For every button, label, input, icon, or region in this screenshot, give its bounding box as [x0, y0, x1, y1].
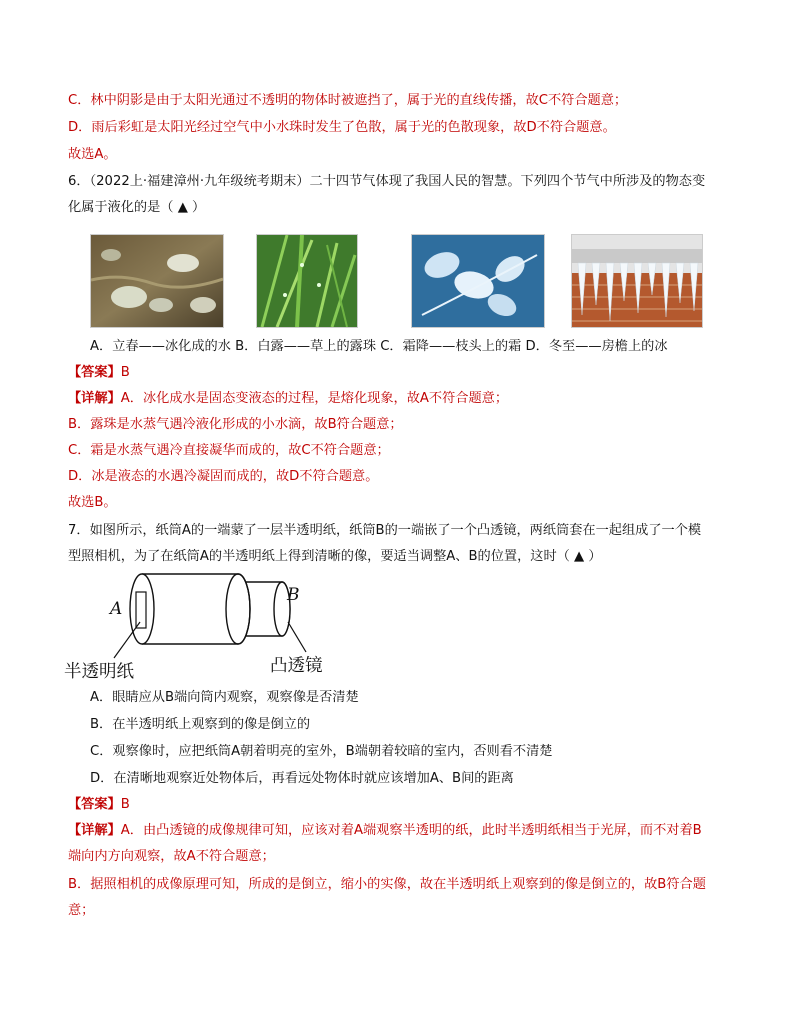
q7-answer: [68, 796, 130, 814]
q6-conclusion: 故选B。: [68, 495, 117, 510]
q7-detail-label: 【详解】: [68, 823, 121, 838]
diagram-caption-convex-lens: 凸透镜: [270, 656, 323, 676]
q7-stem-line1: 7．如图所示，纸筒A的一端蒙了一层半透明纸，纸筒B的一端嵌了一个凸透镜，两纸筒套在一起组成了一个模: [68, 523, 702, 538]
prev-answer-line-c: C．林中阴影是由于太阳光通过不透明的物体时被遮挡了，属于光的直线传播，故C不符合题意；: [68, 93, 628, 108]
diagram-label-a: A: [110, 599, 123, 619]
photo-dew-on-grass: [256, 234, 358, 328]
q6-stem-line1: 6．（2022上·福建漳州·九年级统考期末）二十四节气体现了我国人民的智慧。下列四个节气中所涉及的物态变: [68, 174, 706, 189]
q7-option-c: C．观察像时，应把纸筒A朝着明亮的室外，B端朝着较暗的室内，否则看不清楚: [90, 744, 553, 759]
q6-detail-b: B．露珠是水蒸气遇冷液化形成的小水滴，故B符合题意；: [68, 417, 403, 432]
q6-answer-label: 【答案】: [68, 365, 121, 380]
q6-detail-a: [68, 390, 508, 408]
photo-icicles-on-eaves: [571, 234, 703, 328]
q7-detail-a-line1: [68, 822, 702, 840]
q7-detail-a-text: A．由凸透镜的成像规律可知，应该对着A端观察半透明的纸，此时半透明纸相当于光屏，而不对着B: [120, 823, 702, 838]
diagram-caption-translucent-paper: 半透明纸: [64, 662, 134, 682]
q6-answer-value: B: [120, 365, 130, 380]
q6-stem-line2: 化属于液化的是（ ▲ ）: [68, 200, 206, 215]
diagram-label-b: B: [287, 585, 300, 605]
q7-answer-label: 【答案】: [68, 797, 121, 812]
prev-answer-line-d: D．雨后彩虹是太阳光经过空气中小水珠时发生了色散，属于光的色散现象，故D不符合题意。: [68, 120, 616, 135]
q7-detail-a-line2: 端向内方向观察，故A不符合题意；: [68, 849, 275, 864]
q7-detail-b-line2: 意；: [68, 903, 95, 918]
q6-detail-c: C．霜是水蒸气遇冷直接凝华而成的，故C不符合题意；: [68, 443, 390, 458]
q6-detail-label: 【详解】: [68, 391, 121, 406]
photo-thawing-ice: [90, 234, 224, 328]
q7-option-d: D．在清晰地观察近处物体后，再看远处物体时就应该增加A、B间的距离: [90, 771, 514, 786]
q7-option-b: B．在半透明纸上观察到的像是倒立的: [90, 717, 311, 732]
q6-answer: [68, 364, 130, 382]
q6-options: A．立春——冰化成的水 B．白露——草上的露珠 C．霜降——枝头上的霜 D．冬至——房檐上的冰: [90, 339, 668, 354]
q7-option-a: A．眼睛应从B端向筒内观察，观察像是否清楚: [90, 690, 359, 705]
q7-detail-b-line1: B．据照相机的成像原理可知，所成的是倒立，缩小的实像，故在半透明纸上观察到的像是倒立的，故B符合题: [68, 877, 706, 892]
photo-frost-on-leaves: [411, 234, 545, 328]
prev-answer-conclusion: 故选A。: [68, 147, 117, 162]
q6-detail-d: D．冰是液态的水遇冷凝固而成的，故D不符合题意。: [68, 469, 379, 484]
q6-detail-a-text: A．冰化成水是固态变液态的过程，是熔化现象，故A不符合题意；: [120, 391, 509, 406]
q7-stem-line2: 型照相机，为了在纸筒A的半透明纸上得到清晰的像，要适当调整A、B的位置，这时（ ▲ ）: [68, 549, 602, 564]
q7-answer-value: B: [120, 797, 130, 812]
